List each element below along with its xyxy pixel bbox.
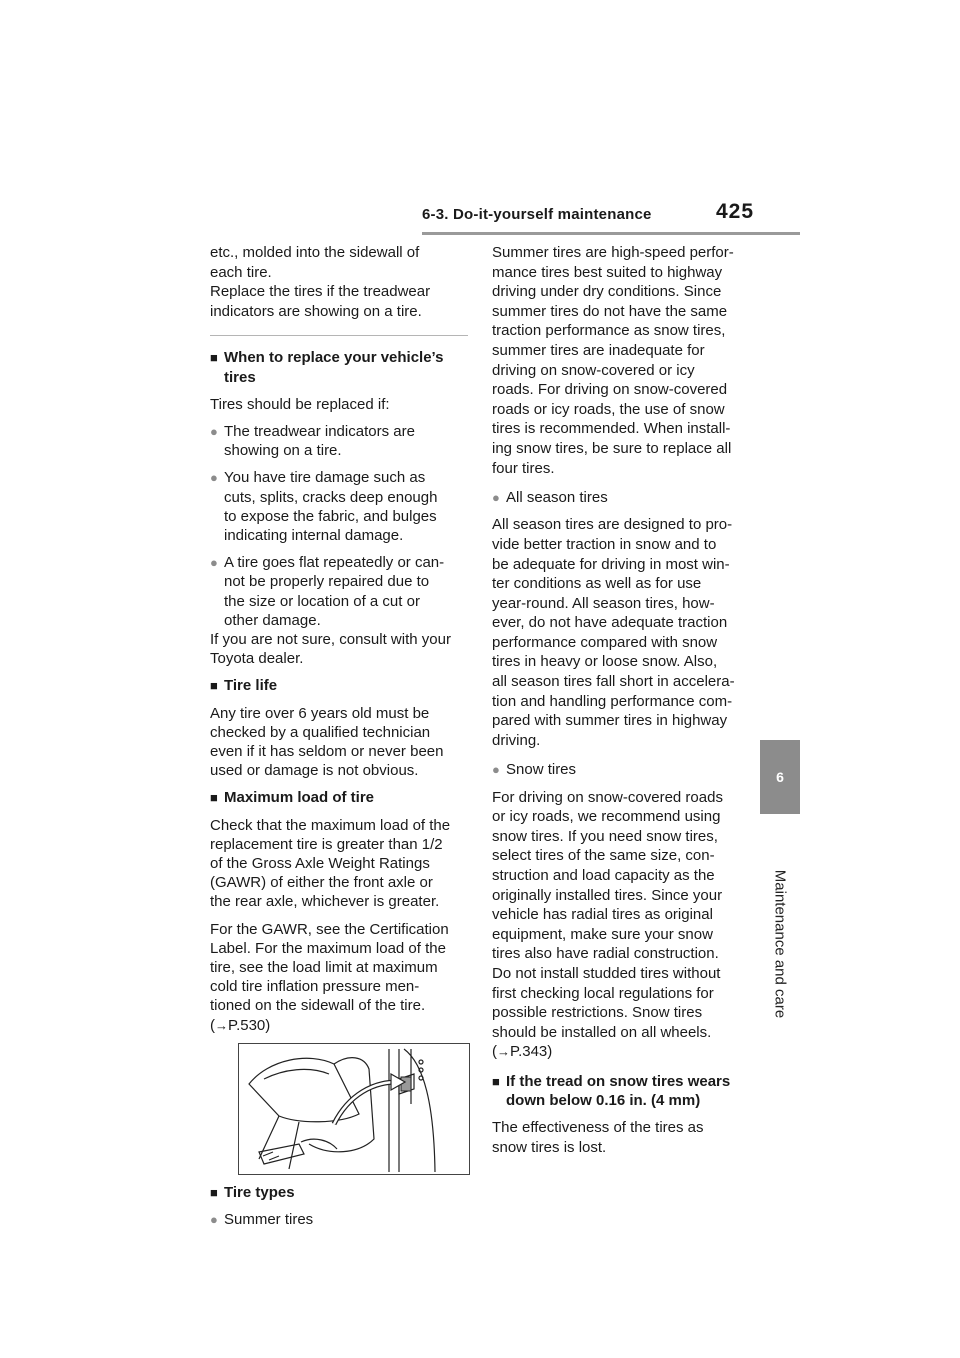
square-marker-icon: ■ xyxy=(210,1184,218,1200)
text-line: indicating internal damage. xyxy=(224,527,404,544)
text-line: ter conditions as well as for use xyxy=(492,575,702,593)
text-line: vehicle has radial tires as original xyxy=(492,906,713,924)
arrow-right-icon: → xyxy=(497,1044,510,1060)
text-line: For driving on snow-covered roads xyxy=(492,788,723,806)
text-line: summer tires are inadequate for xyxy=(492,341,705,359)
text-line: not be properly repaired due to xyxy=(224,573,430,591)
text-line: all season tires fall short in accelera- xyxy=(492,673,735,691)
text-line: A tire goes flat repeatedly or can- xyxy=(224,554,445,572)
text-line: the rear axle, whichever is greater. xyxy=(210,893,440,911)
text-line: struction and load capacity as the xyxy=(492,867,715,885)
text-line: four tires. xyxy=(492,459,555,477)
door-pillar-drawing xyxy=(239,1044,469,1174)
bullet-dot-icon: ● xyxy=(210,423,218,439)
text-line: tion and handling performance com- xyxy=(492,692,733,710)
text-line: be adequate for driving in most win- xyxy=(492,555,730,573)
text-line: Do not install studded tires without xyxy=(492,965,721,982)
text-line: Summer tires xyxy=(224,1211,314,1229)
page-reference-link[interactable]: P.343) xyxy=(510,1043,553,1061)
bullet-dot-icon: ● xyxy=(210,555,218,571)
text-line: showing on a tire. xyxy=(224,442,342,460)
list-item xyxy=(492,488,750,507)
text-line: to expose the fabric, and bulges xyxy=(224,507,437,525)
summer-tires-paragraph xyxy=(492,243,750,478)
text-line: driving. xyxy=(492,731,541,749)
text-line: select tires of the same size, con- xyxy=(492,847,715,865)
square-marker-icon: ■ xyxy=(210,678,218,694)
list-item xyxy=(492,760,750,779)
text-line: should be installed on all wheels. xyxy=(492,1023,712,1041)
text-line: snow tires. If you need snow tires, xyxy=(492,827,718,845)
text-line: The treadwear indicators are xyxy=(224,422,415,440)
text-line: Summer tires are high-speed perfor- xyxy=(492,244,734,261)
heading-line: tires xyxy=(224,368,256,386)
max-load-paragraph xyxy=(210,816,468,912)
text-line: Label. For the maximum load of the xyxy=(210,939,446,957)
text-line: traction performance as snow tires, xyxy=(492,322,726,340)
max-load-heading xyxy=(210,788,468,807)
text-line: ever, do not have adequate traction xyxy=(492,614,728,632)
text-line: You have tire damage such as xyxy=(224,469,426,487)
chapter-tab[interactable] xyxy=(760,740,800,814)
heading-line: Maximum load of tire xyxy=(224,789,375,807)
list-item xyxy=(210,422,468,460)
text-line: of the Gross Axle Weight Ratings xyxy=(210,855,430,873)
certification-label-illustration xyxy=(238,1043,470,1175)
square-marker-icon: ■ xyxy=(492,1073,500,1089)
text-line: tire, see the load limit at maximum xyxy=(210,959,438,977)
text-line: tires is recommended. When install- xyxy=(492,420,731,438)
text-line: Check that the maximum load of the xyxy=(210,816,451,834)
text-line: cuts, splits, cracks deep enough xyxy=(224,488,438,506)
gawr-paragraph xyxy=(210,920,468,1035)
text-line: replacement tire is greater than 1/2 xyxy=(210,835,443,853)
all-season-paragraph xyxy=(492,515,750,750)
text-line: pared with summer tires in highway xyxy=(492,712,728,730)
right-column xyxy=(492,243,750,1157)
tire-types-heading xyxy=(210,1183,468,1202)
consult-paragraph xyxy=(210,630,468,668)
text-line: If you are not sure, consult with your xyxy=(210,631,451,649)
header-divider xyxy=(422,232,800,235)
list-item xyxy=(210,468,468,545)
text-line: driving on snow-covered or icy xyxy=(492,361,695,379)
square-marker-icon: ■ xyxy=(210,790,218,806)
bullet-dot-icon: ● xyxy=(210,1212,218,1228)
chapter-number: 6 xyxy=(776,769,784,785)
text-line: cold tire inflation pressure men- xyxy=(210,978,420,996)
text-line: Toyota dealer. xyxy=(210,650,304,668)
text-line: tires in heavy or loose snow. Also, xyxy=(492,653,718,671)
text-line: tires also have radial construction. xyxy=(492,945,719,963)
text-line: mance tires best suited to highway xyxy=(492,263,723,281)
text-line: (GAWR) of either the front axle or xyxy=(210,874,433,892)
page-reference-line xyxy=(492,1042,750,1062)
section-divider xyxy=(210,335,468,336)
section-title: 6-3. Do-it-yourself maintenance xyxy=(422,206,652,223)
text-line: etc., molded into the sidewall of xyxy=(210,244,420,261)
text-line: The effectiveness of the tires as xyxy=(492,1119,704,1137)
list-item xyxy=(210,1210,468,1229)
chapter-title: Maintenance and care xyxy=(771,869,789,1019)
text-line: equipment, make sure your snow xyxy=(492,925,713,943)
tire-life-paragraph xyxy=(210,704,468,781)
page-reference-line xyxy=(210,1016,468,1035)
page-reference-link[interactable]: P.530) xyxy=(228,1016,271,1034)
text-line: indicators are showing on a tire. xyxy=(210,302,422,320)
text-line: Replace the tires if the treadwear xyxy=(210,283,431,301)
heading-line: down below 0.16 in. (4 mm) xyxy=(506,1092,701,1110)
square-marker-icon: ■ xyxy=(210,350,218,366)
reference-paren: ( xyxy=(210,1016,215,1034)
replace-tires-heading xyxy=(210,348,468,386)
intro-paragraph xyxy=(210,243,468,321)
text-line: driving under dry conditions. Since xyxy=(492,283,722,301)
text-line: performance compared with snow xyxy=(492,633,718,651)
heading-line: When to replace your vehicle’s xyxy=(224,349,444,367)
text-line: summer tires do not have the same xyxy=(492,302,728,320)
text-line: vide better traction in snow and to xyxy=(492,535,717,553)
tire-life-heading xyxy=(210,676,468,695)
bullet-dot-icon: ● xyxy=(492,490,500,506)
snow-tread-heading xyxy=(492,1072,750,1110)
bullet-dot-icon: ● xyxy=(210,470,218,486)
reference-paren: ( xyxy=(492,1043,497,1061)
heading-line: If the tread on snow tires wears xyxy=(506,1072,731,1090)
text-line: Snow tires xyxy=(506,761,577,779)
text-line: each tire. xyxy=(210,263,272,281)
text-line: possible restrictions. Snow tires xyxy=(492,1004,703,1022)
text-line: year-round. All season tires, how- xyxy=(492,594,715,612)
text-line: originally installed tires. Since your xyxy=(492,886,723,904)
page-number: 425 xyxy=(716,200,755,223)
bullet-dot-icon: ● xyxy=(492,762,500,778)
text-line: used or damage is not obvious. xyxy=(210,762,419,780)
text-line: other damage. xyxy=(224,611,321,629)
text-line: checked by a qualified technician xyxy=(210,723,431,741)
text-line: Any tire over 6 years old must be xyxy=(210,704,430,722)
text-line: snow tires is lost. xyxy=(492,1138,607,1156)
arrow-right-icon: → xyxy=(215,1017,228,1033)
text-line: ing snow tires, be sure to replace all xyxy=(492,439,732,457)
left-column xyxy=(210,243,468,1229)
snow-tread-paragraph xyxy=(492,1118,750,1156)
heading-line: Tire types xyxy=(224,1183,295,1201)
text-line: All season tires xyxy=(506,489,608,507)
text-line: first checking local regulations for xyxy=(492,984,714,1002)
text-line: tioned on the sidewall of the tire. xyxy=(210,997,426,1015)
text-line: roads or icy roads, the use of snow xyxy=(492,400,725,418)
text-line: even if it has seldom or never been xyxy=(210,743,444,761)
text-line: roads. For driving on snow-covered xyxy=(492,381,728,399)
snow-tires-paragraph xyxy=(492,788,750,1062)
text-line: For the GAWR, see the Certification xyxy=(210,920,449,938)
list-item xyxy=(210,553,468,630)
replace-intro: Tires should be replaced if: xyxy=(210,395,390,413)
text-line: All season tires are designed to pro- xyxy=(492,516,733,534)
heading-line: Tire life xyxy=(224,677,278,695)
text-line: the size or location of a cut or xyxy=(224,592,420,610)
text-line: or icy roads, we recommend using xyxy=(492,808,721,826)
